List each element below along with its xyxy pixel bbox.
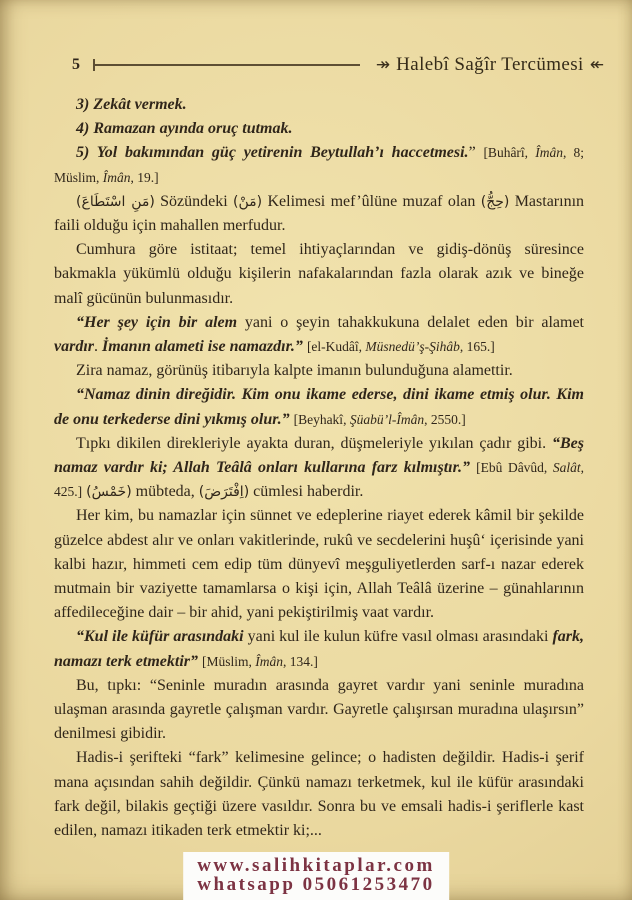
- paragraph: [54, 746, 584, 843]
- paragraph: [54, 383, 584, 431]
- text-segment: , 165.]: [459, 339, 495, 355]
- arabic-inline-text: (حِجُّ): [480, 193, 510, 210]
- header-rule: [93, 64, 360, 66]
- paragraph: [54, 674, 584, 747]
- book-title: Halebî Sağîr Tercümesi: [396, 54, 584, 75]
- text-segment: Îmân: [102, 169, 131, 185]
- text-segment: mübteda,: [131, 483, 199, 501]
- text-segment: vardır: [54, 338, 94, 356]
- text-segment: .: [94, 338, 102, 356]
- text-segment: İmanın alameti ise namazdır.”: [102, 338, 303, 356]
- text-segment: [Buhârî,: [483, 145, 536, 161]
- text-segment: “Her şey için bir alem: [76, 313, 238, 331]
- text-segment: Müsnedü’ş-Şihâb: [365, 339, 460, 355]
- arrow-left-ornament-icon: ↞: [589, 55, 604, 75]
- text-segment: Îmân: [535, 145, 563, 161]
- text-segment: “Namaz dinin direğidir. Kim onu ikame ederse, dini ikame etmiş olur. Kim de onu terkederse dini yıkmış olur.”: [54, 386, 584, 428]
- text-segment: Her kim, bu namazlar için sünnet ve edeplerine riayet ederek kâmil bir şekilde güzelce abdest alır ve onları vakitlerinde, rukû ve secdelerini huşû‘ içerisinde yani kalbi hazır, himmeti cem edip tüm dünyevî meşguliyetlerden sarf-ı nazar ederek mutmain bir vaziyette tamamlarsa o kişi için, Allah Teâlâ üzerine – günahlarının affedileceğine dair – bir ahid, yani pekiştirilmiş vaat vardır.: [54, 507, 584, 622]
- text-segment: , 19.]: [130, 169, 159, 185]
- text-segment: fark, namazı terk etmektir”: [54, 628, 584, 670]
- text-segment: , 134.]: [283, 653, 318, 669]
- whatsapp-number: whatsapp 05061253470: [197, 874, 435, 895]
- text-segment: “Kul ile küfür arasındaki: [76, 628, 244, 646]
- arabic-inline-text: (مَنْ): [233, 193, 263, 210]
- text-segment: yani o şeyin tahakkukuna delalet eden bir alamet: [237, 313, 584, 331]
- text-segment: Bu, tıpkı: “Seninle muradın arasında gayret vardır yani seninle muradına ulaşman arasında gayretle çalışman vardır. Gayretle çalışırsan muradına ulaşırsın” denilmesi gibidir.: [54, 676, 584, 743]
- text-segment: [Ebû Dâvûd,: [476, 460, 553, 476]
- arabic-inline-text: (اِفْتَرَضَ): [198, 484, 250, 501]
- paragraph: [54, 117, 584, 141]
- text-segment: Mastarının faili olduğu için mahallen merfudur.: [54, 192, 585, 235]
- text-segment: 3) Zekât vermek.: [76, 96, 187, 113]
- text-segment: Sözündeki: [154, 192, 234, 210]
- paragraph: [54, 432, 584, 505]
- text-segment: 4) Ramazan ayında oruç tutmak.: [76, 120, 293, 138]
- text-segment: “Beş namaz vardır ki; Allah Teâlâ onları kullarına farz kılmıştır.”: [54, 434, 584, 477]
- text-segment: Kelimesi mef’ûlüne muzaf olan: [262, 192, 481, 210]
- text-segment: cümlesi haberdir.: [249, 483, 364, 501]
- text-segment: , 8; Müslim,: [54, 145, 584, 185]
- website-url: www.salihkitaplar.com: [197, 855, 435, 876]
- paragraph: [54, 238, 584, 311]
- watermark-box: [183, 852, 449, 900]
- text-segment: , 2550.]: [424, 411, 466, 427]
- text-segment: Şüabü’l-Îmân: [349, 411, 425, 427]
- text-segment: Salât: [552, 460, 581, 476]
- paragraph: [54, 190, 584, 238]
- text-segment: [Beyhakî,: [293, 411, 350, 427]
- paragraph: [54, 504, 584, 625]
- text-segment: Zira namaz, görünüş itibarıyla kalpte imanın bulunduğuna alamettir.: [76, 362, 513, 380]
- text-segment: 5) Yol bakımından güç yetirenin Beytullah’ı haccetmesi.: [76, 144, 469, 162]
- text-segment: , 425.]: [54, 460, 585, 500]
- paragraph: [54, 141, 584, 189]
- paragraph: [54, 311, 584, 359]
- arrow-right-ornament-icon: ↠: [375, 55, 391, 75]
- text-segment: [Müslim,: [202, 653, 256, 669]
- page-body: [54, 93, 584, 843]
- paragraph: [54, 93, 584, 117]
- text-segment: ”: [468, 144, 484, 162]
- arabic-inline-text: (خَمْسُ): [86, 484, 132, 501]
- text-segment: [el-Kudâî,: [306, 339, 366, 355]
- text-segment: yani kul ile kulun küfre vasıl olması arasındaki: [243, 628, 553, 646]
- text-segment: Tıpkı dikilen direkleriyle ayakta duran, düşmeleriyle yıkılan çadır gibi.: [76, 434, 552, 452]
- arabic-inline-text: (مَنِ اسْتَطَاعَ): [76, 193, 155, 210]
- text-segment: Cumhura göre istitaat; temel ihtiyaçlarından ve gidiş-dönüş süresince bakmakla yükümlü olduğu kişilerin nafakalarından fazla olarak azık ve bineğe malî gücünün bulunmasıdır.: [54, 241, 584, 307]
- page-header: [0, 54, 632, 76]
- page-number: 5: [72, 56, 80, 73]
- text-segment: Îmân: [255, 653, 284, 669]
- text-segment: Hadis-i şerifteki “fark” kelimesine gelince; o hadisten değildir. Hadis-i şerif mana açısından sahih değildir. Çünkü namazı terketmek, kul ile küfür arasındaki fark değil, bilakis geçtiği üzere vasıldır. Sonra bu ve emsali hadis-i şeriflerle kast edilen, namazı itikaden terk etmektir ki;...: [54, 749, 584, 840]
- paragraph: [54, 625, 584, 673]
- paragraph: [54, 359, 584, 383]
